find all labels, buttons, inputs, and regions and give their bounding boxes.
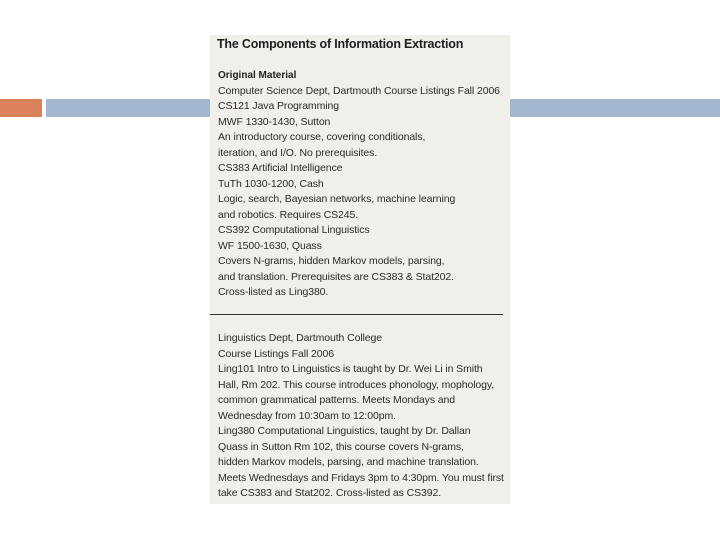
scanned-document-image	[210, 35, 510, 504]
listing-line: hidden Markov models, parsing, and machine translation.	[218, 456, 479, 468]
listing-line: Covers N-grams, hidden Markov models, parsing,	[218, 255, 445, 267]
listing-line: Wednesday from 10:30am to 12:00pm.	[218, 409, 396, 422]
listing-line: WF 1500-1630, Quass	[218, 239, 322, 252]
cs-listing-lines	[218, 84, 500, 301]
listing-line: iteration, and I/O. No prerequisites.	[218, 146, 378, 159]
section-heading: Original Material	[218, 70, 297, 81]
ling-listing-lines	[218, 331, 504, 502]
listing-line: Meets Wednesdays and Fridays 3pm to 4:30pm. You must first	[218, 471, 504, 484]
listing-line: take CS383 and Stat202. Cross-listed as CS392.	[218, 487, 442, 499]
cs-course-listing	[218, 68, 500, 301]
listing-line: common grammatical patterns. Meets Mondays and	[218, 394, 456, 406]
listing-line: CS383 Artificial Intelligence	[218, 162, 343, 174]
listing-line: Hall, Rm 202. This course introduces phonology, mophology,	[218, 378, 495, 391]
listing-line: Computer Science Dept, Dartmouth Course Listings Fall 2006	[218, 84, 500, 97]
listing-line: Linguistics Dept, Dartmouth College	[218, 332, 382, 344]
document-title: The Components of Information Extraction	[217, 37, 464, 51]
listing-line: Quass in Sutton Rm 102, this course covers N-grams,	[218, 440, 464, 453]
listing-line: Logic, search, Bayesian networks, machine learning	[218, 193, 456, 205]
listing-line: and robotics. Requires CS245.	[218, 208, 359, 221]
listing-line: CS392 Computational Linguistics	[218, 224, 370, 236]
listing-line: Ling101 Intro to Linguistics is taught by Dr. Wei Li in Smith	[218, 363, 483, 375]
section-divider	[210, 314, 503, 315]
listing-line: MWF 1330-1430, Sutton	[218, 115, 331, 128]
listing-line: Course Listings Fall 2006	[218, 347, 334, 360]
slide-accent-block	[0, 99, 42, 117]
listing-line: TuTh 1030-1200, Cash	[218, 177, 324, 190]
listing-line: Cross-listed as Ling380.	[218, 286, 329, 298]
listing-line: Ling380 Computational Linguistics, taught by Dr. Dallan	[218, 425, 471, 437]
listing-line: An introductory course, covering conditionals,	[218, 131, 426, 143]
listing-line: CS121 Java Programming	[218, 100, 339, 112]
linguistics-course-listing	[218, 331, 504, 502]
listing-line: and translation. Prerequisites are CS383 & Stat202.	[218, 270, 454, 283]
